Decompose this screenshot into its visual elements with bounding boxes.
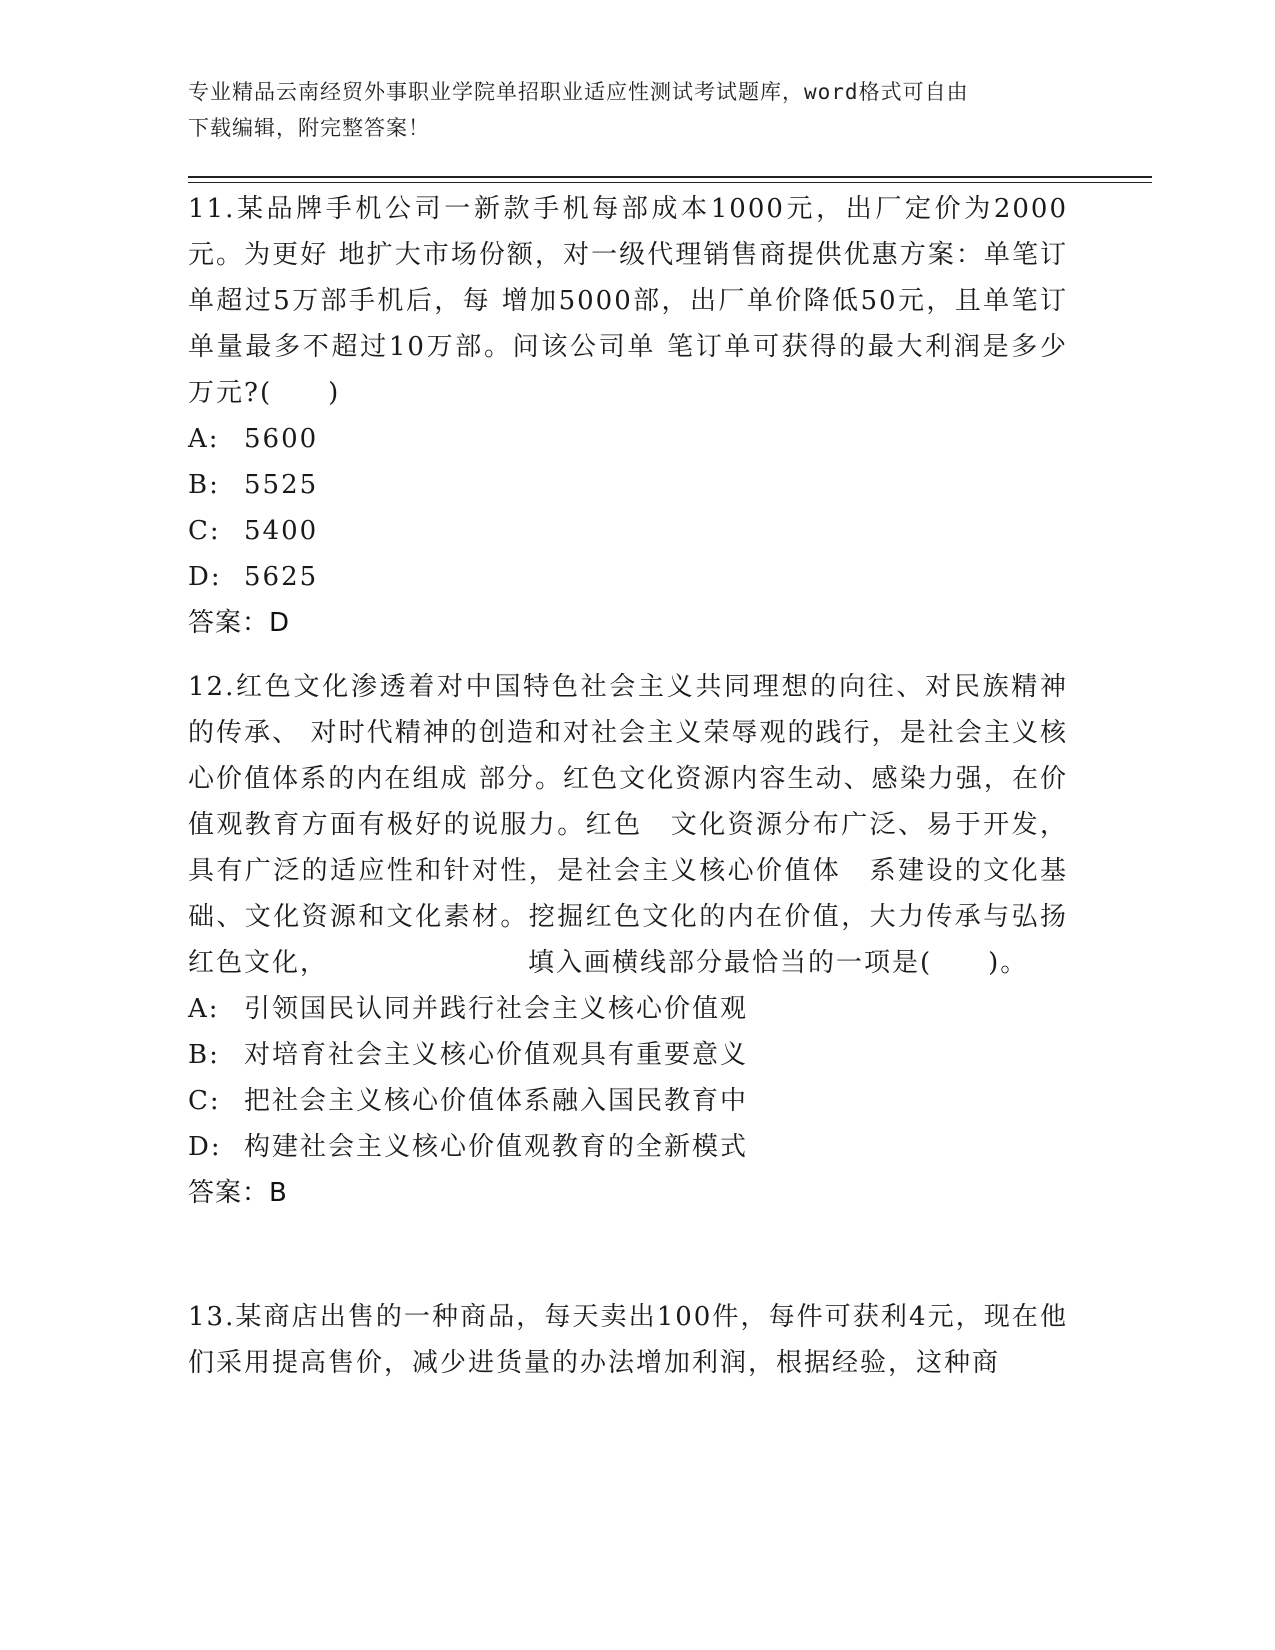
header-line-1: 专业精品云南经贸外事职业学院单招职业适应性测试考试题库，word格式可自由 — [188, 80, 969, 104]
header-divider-thick — [188, 176, 1152, 178]
option-text: 5625 — [244, 562, 319, 592]
option-letter: D: — [188, 562, 222, 592]
header-line-2: 下载编辑，附完整答案！ — [188, 116, 430, 140]
answer-line: 答案：B — [188, 1178, 288, 1208]
option-text: 把社会主义核心价值体系融入国民教育中 — [244, 1086, 749, 1116]
option-text: 5525 — [244, 470, 319, 500]
question-11 — [188, 186, 1068, 646]
option-c[interactable] — [188, 1078, 1068, 1124]
option-b[interactable] — [188, 1032, 1068, 1078]
option-letter: B: — [188, 1040, 220, 1070]
option-c[interactable] — [188, 508, 1068, 554]
option-text: 5400 — [244, 516, 319, 546]
option-letter: D: — [188, 1132, 222, 1162]
option-letter: A: — [188, 994, 220, 1024]
stem-before-blank: 12.红色文化渗透着对中国特色社会主义共同理想的向往、对民族精神的传承、 对时代精神的创造和对社会主义荣辱观的践行，是社会主义核心价值体系的内在组成 部分。红色文化资源内容生动、感染力强，在价值观教育方面有极好的说服力。红色 文化资源分布广泛、易于开发，具有广泛的适应性和针对性，是社会主义核心价值体 系建设的文化基础、文化资源和文化素材。挖掘红色文化的内在价值，大力传承与弘扬红色文化， — [188, 672, 1068, 978]
option-a[interactable] — [188, 416, 1068, 462]
question-13 — [188, 1294, 1068, 1386]
option-text: 引领国民认同并践行社会主义核心价值观 — [244, 994, 749, 1024]
document-header — [188, 74, 1068, 146]
option-a[interactable] — [188, 986, 1068, 1032]
option-letter: B: — [188, 470, 220, 500]
option-text: 对培育社会主义核心价值观具有重要意义 — [244, 1040, 749, 1070]
header-divider-thin — [188, 182, 1152, 183]
stem-after-blank: 填入画横线部分最恰当的一项是( )。 — [528, 948, 1029, 978]
question-12 — [188, 664, 1068, 1216]
question-stem — [188, 664, 1068, 986]
question-stem: 13.某商店出售的一种商品，每天卖出100件，每件可获利4元，现在他们采用提高售价，减少进货量的办法增加利润，根据经验，这种商 — [188, 1302, 1068, 1378]
question-stem: 11.某品牌手机公司一新款手机每部成本1000元，出厂定价为2000元。为更好 地扩大市场份额，对一级代理销售商提供优惠方案：单笔订单超过5万部手机后，每 增加5000部，出厂单价降低50元，且单笔订单量最多不超过10万部。问该公司单 笔订单可获得的最大利润是多少万元?( ) — [188, 194, 1068, 408]
option-d[interactable] — [188, 1124, 1068, 1170]
option-b[interactable] — [188, 462, 1068, 508]
option-letter: A: — [188, 424, 220, 454]
answer-line: 答案：D — [188, 608, 291, 638]
option-text: 构建社会主义核心价值观教育的全新模式 — [244, 1132, 749, 1162]
option-d[interactable] — [188, 554, 1068, 600]
option-text: 5600 — [244, 424, 319, 454]
option-letter: C: — [188, 1086, 221, 1116]
option-letter: C: — [188, 516, 221, 546]
